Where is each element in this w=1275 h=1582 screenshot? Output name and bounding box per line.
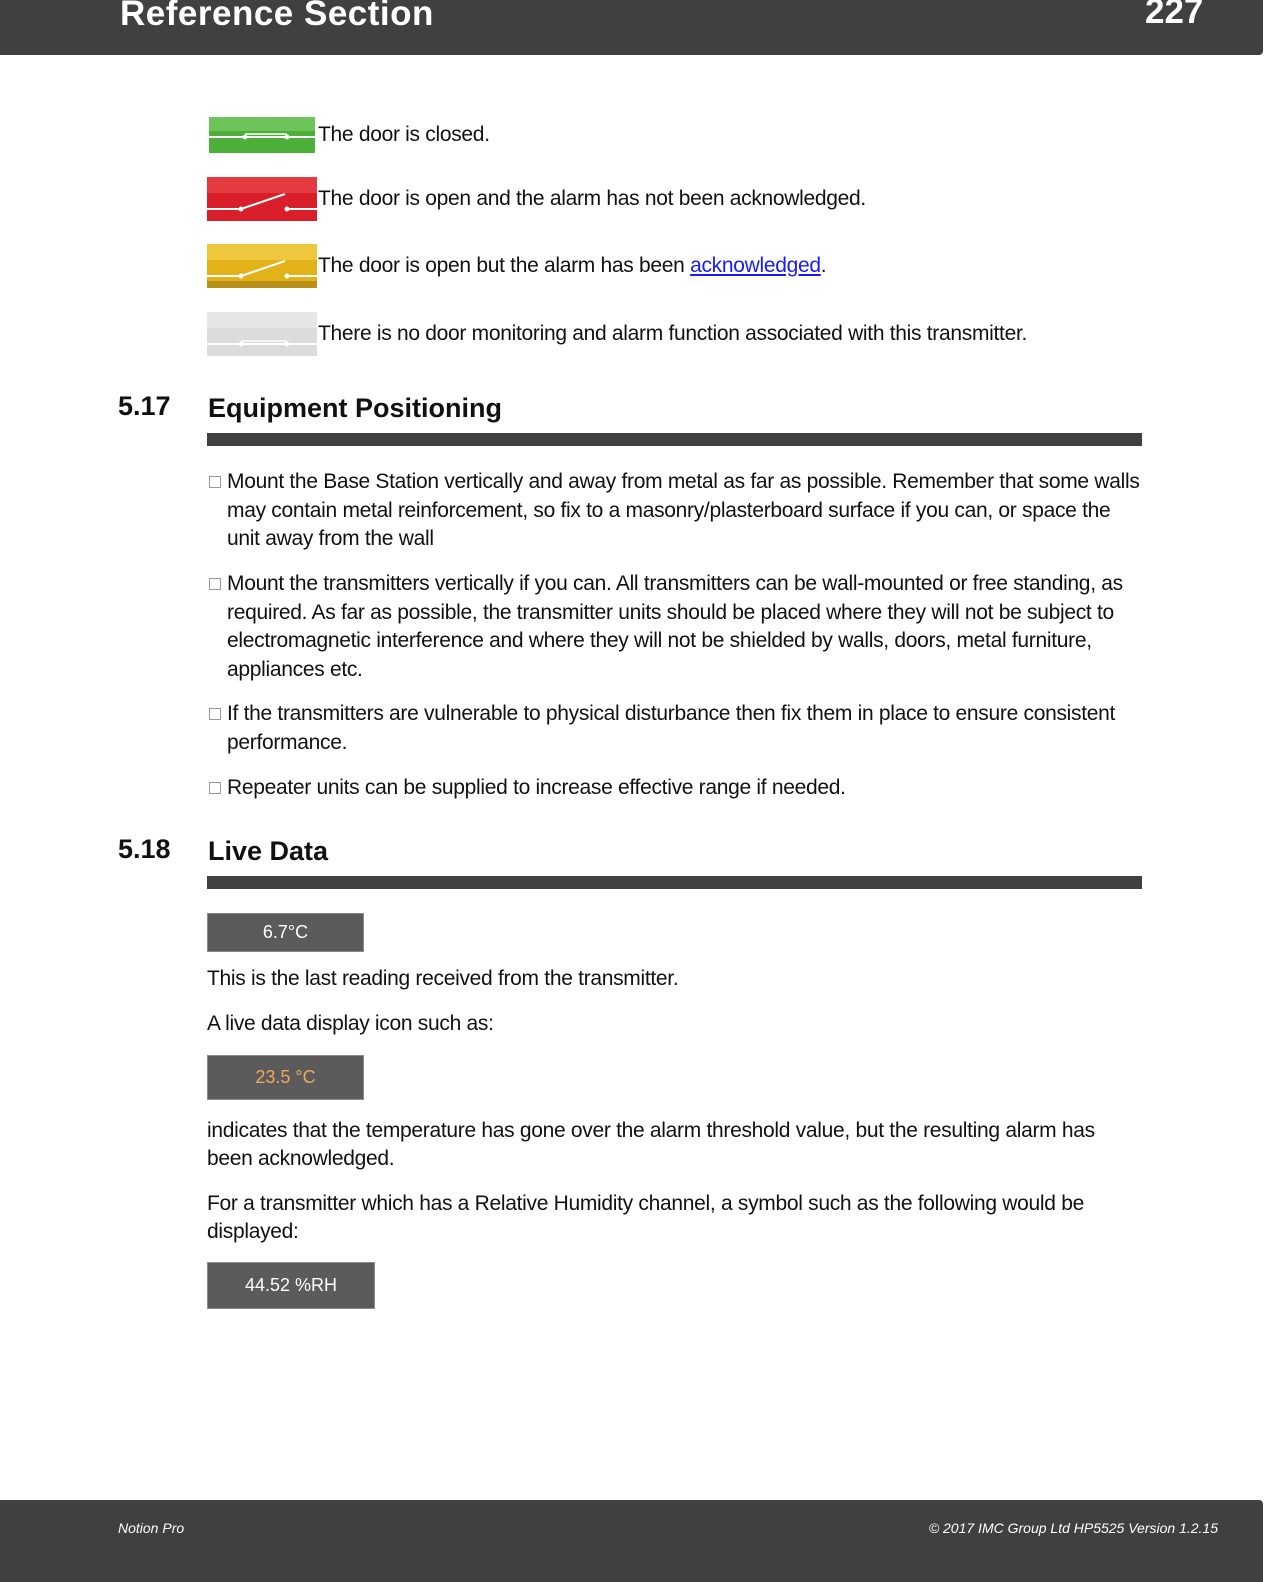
section-number: 5.18 [118, 834, 171, 864]
section-rule [207, 433, 1142, 446]
humidity-reading-icon [207, 1262, 375, 1309]
door-state-open-acknowledged [207, 243, 826, 289]
bullet-item [207, 468, 1142, 554]
bullet-box-icon [209, 708, 221, 720]
bullet-text: Repeater units can be supplied to increase effective range if needed. [227, 776, 846, 799]
bullet-box-icon [209, 782, 221, 794]
alarm-reading-icon [207, 1055, 364, 1100]
door-state-text: The door is open and the alarm has not been acknowledged. [318, 187, 866, 210]
bullet-text: Mount the Base Station vertically and away from metal as far as possible. Remember that some walls may contain metal reinforcement, so fix to a masonry/plasterboard surface if you can, or space the unit away from the wall [227, 470, 1140, 550]
paragraph: indicates that the temperature has gone over the alarm threshold value, but the resulting alarm has been acknowledged. [207, 1119, 1095, 1170]
door-state-text: There is no door monitoring and alarm function associated with this transmitter. [318, 322, 1028, 345]
bullet-text: If the transmitters are vulnerable to physical disturbance then fix them in place to ensure consistent performance. [227, 702, 1116, 754]
bullet-item [207, 774, 1142, 803]
no-door-monitoring-icon [207, 311, 317, 357]
alarm-reading-value: 23.5 °C [255, 1067, 316, 1087]
acknowledged-link[interactable]: acknowledged [690, 254, 821, 277]
live-reading-value: 6.7°C [262, 922, 309, 942]
section-number: 5.17 [118, 391, 171, 421]
door-state-open-unacknowledged [207, 176, 866, 222]
page-header [0, 0, 1263, 55]
door-open-acknowledged-icon [207, 243, 317, 289]
paragraph: For a transmitter which has a Relative Humidity channel, a symbol such as the following would be displayed: [207, 1192, 1084, 1243]
paragraph: This is the last reading received from the transmitter. [207, 967, 679, 990]
page-number: 227 [1145, 0, 1204, 31]
bullet-box-icon [209, 476, 221, 488]
door-state-no-monitoring [207, 311, 1027, 357]
live-reading-icon [207, 913, 364, 952]
door-state-text: The door is closed. [318, 123, 490, 146]
bullet-text: Mount the transmitters vertically if you can. All transmitters can be wall-mounted or free standing, as required. As far as possible, the transmitter units should be placed where they will not be subject to electromagnetic interference and where they will not be shielded by walls, doors, metal furniture, appliances etc. [227, 572, 1123, 681]
section-rule [207, 876, 1142, 889]
page-footer [0, 1500, 1263, 1582]
door-closed-icon [207, 112, 317, 158]
bullet-box-icon [209, 578, 221, 590]
footer-product: Notion Pro [118, 1520, 185, 1536]
door-state-text-before: The door is open but the alarm has been [318, 254, 691, 277]
humidity-reading-value: 44.52 %RH [244, 1275, 338, 1295]
bullet-item [207, 570, 1142, 684]
section-heading: Live Data [208, 836, 329, 866]
door-open-unacknowledged-icon [207, 176, 317, 222]
door-state-closed [207, 112, 490, 158]
door-state-text-after: . [820, 254, 827, 277]
section-title: Reference Section [120, 0, 434, 33]
footer-copyright: © 2017 IMC Group Ltd HP5525 Version 1.2.15 [928, 1520, 1218, 1536]
bullet-item [207, 700, 1142, 757]
paragraph: A live data display icon such as: [207, 1012, 494, 1035]
section-heading: Equipment Positioning [208, 393, 502, 423]
door-state-text [318, 254, 826, 278]
